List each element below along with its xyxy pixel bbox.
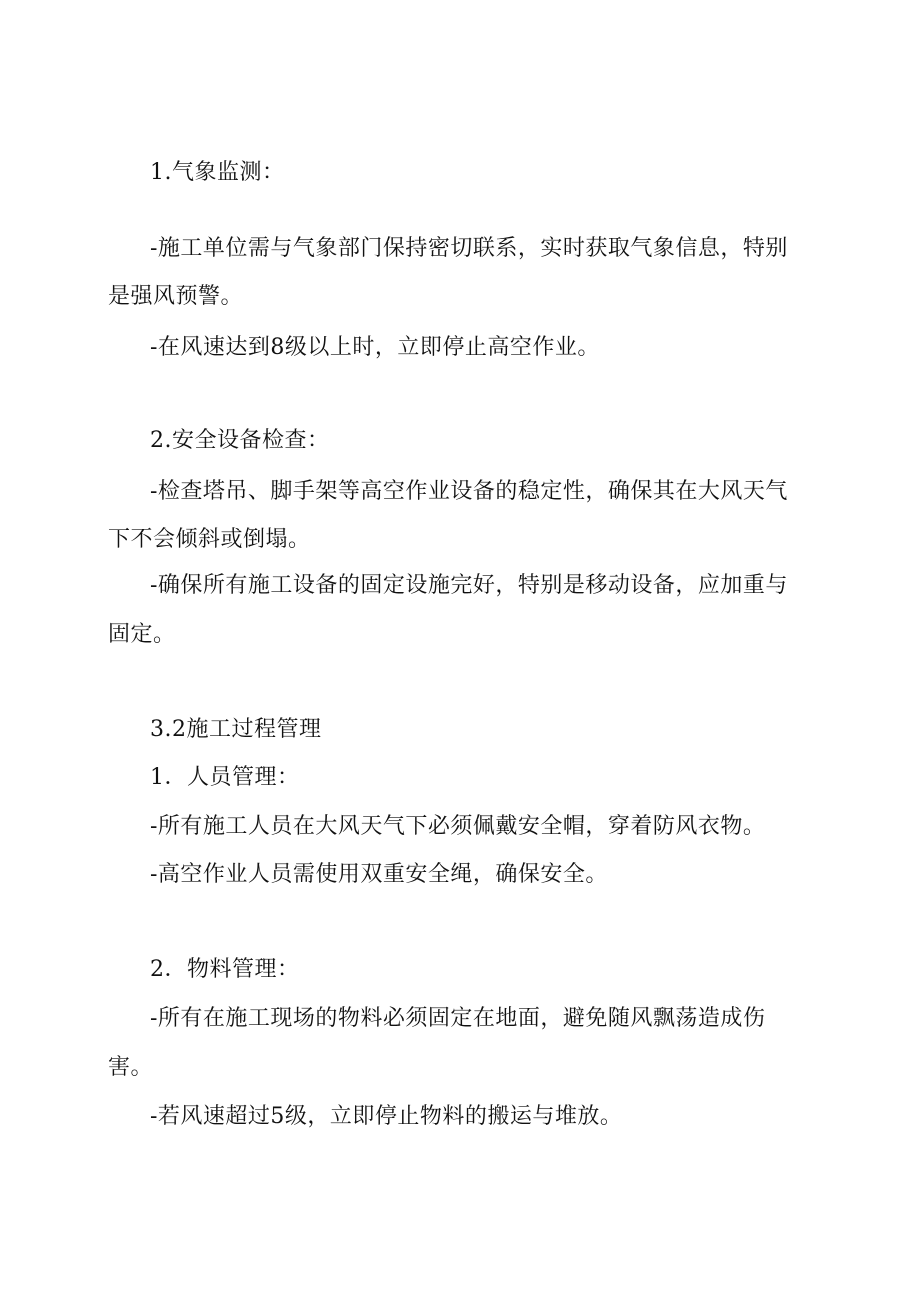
section-heading: 3.2施工过程管理 — [150, 717, 322, 742]
paragraph-line: 害。 — [108, 1055, 154, 1080]
paragraph-line: 是强风预警。 — [108, 284, 244, 309]
subsection-heading: 1．人员管理： — [150, 765, 300, 790]
paragraph-line: -若风速超过5级，立即停止物料的搬运与堆放。 — [150, 1104, 623, 1129]
paragraph-line: -检查塔吊、脚手架等高空作业设备的稳定性，确保其在大风天气 — [150, 479, 788, 504]
paragraph-line: -确保所有施工设备的固定设施完好，特别是移动设备，应加重与 — [150, 573, 788, 598]
paragraph-line: 下不会倾斜或倒塌。 — [108, 527, 311, 552]
paragraph-line: -所有在施工现场的物料必须固定在地面，避免随风飘荡造成伤 — [150, 1006, 766, 1031]
section-heading: 2.安全设备检查： — [150, 428, 330, 453]
paragraph-line: 固定。 — [108, 622, 176, 647]
paragraph-line: -施工单位需与气象部门保持密切联系，实时获取气象信息，特别 — [150, 236, 788, 261]
paragraph-line: -在风速达到8级以上时，立即停止高空作业。 — [150, 335, 600, 360]
subsection-heading: 2．物料管理： — [150, 957, 300, 982]
paragraph-line: -所有施工人员在大风天气下必须佩戴安全帽，穿着防风衣物。 — [150, 814, 766, 839]
section-heading: 1.气象监测： — [150, 160, 285, 185]
paragraph-line: -高空作业人员需使用双重安全绳，确保安全。 — [150, 862, 608, 887]
